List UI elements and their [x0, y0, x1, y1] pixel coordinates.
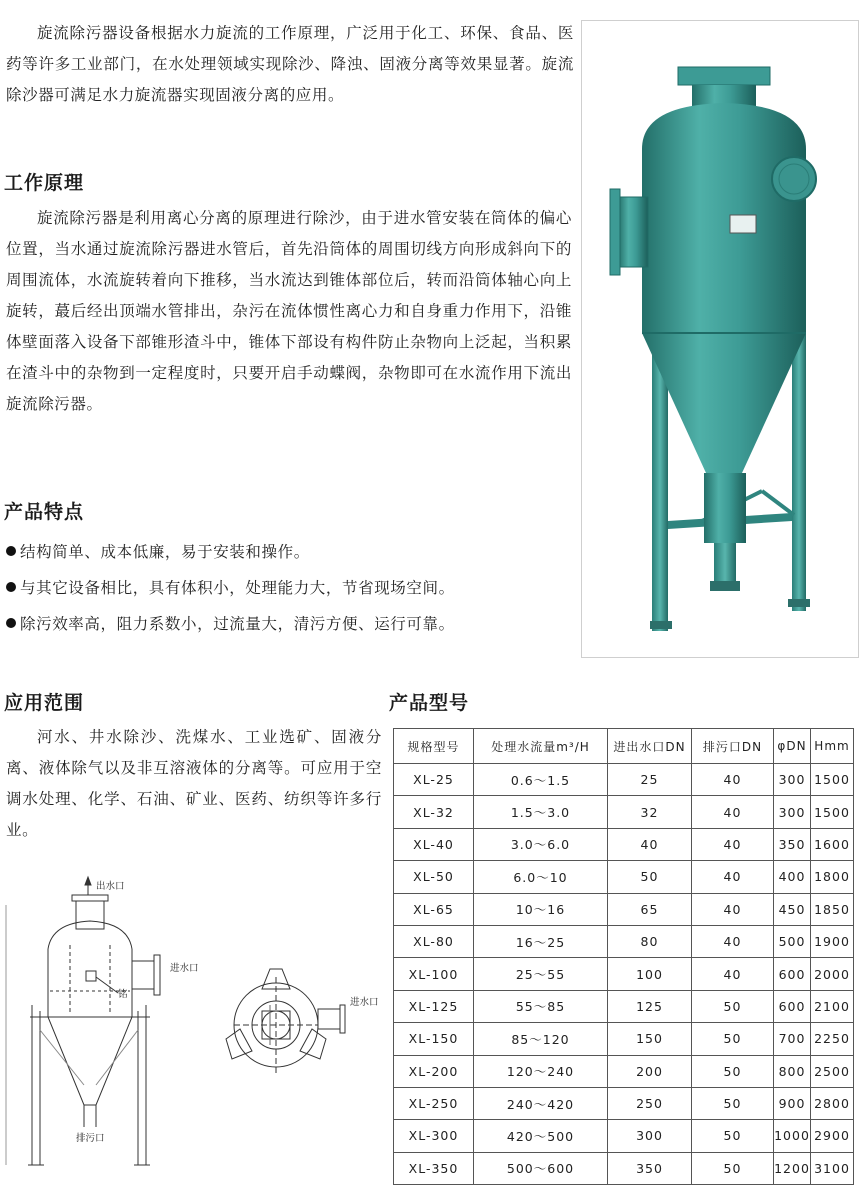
cell: 40	[692, 958, 774, 990]
application-heading: 应用范围	[4, 692, 85, 714]
cell: 700	[774, 1023, 811, 1055]
cell: 16～25	[474, 925, 608, 957]
cell: 350	[608, 1152, 692, 1184]
cell: 6.0～10	[474, 861, 608, 893]
cell: 200	[608, 1055, 692, 1087]
plan-inlet-label: 进水口	[350, 997, 379, 1008]
cell: 1500	[811, 764, 854, 796]
cell: 50	[692, 1152, 774, 1184]
cell: 40	[692, 796, 774, 828]
feature-item: 与其它设备相比，具有体积小，处理能力大，节省现场空间。	[6, 570, 586, 606]
cell: XL-100	[394, 958, 474, 990]
cell: 125	[608, 990, 692, 1022]
cell: 120～240	[474, 1055, 608, 1087]
cell: 50	[692, 1023, 774, 1055]
cell: 800	[774, 1055, 811, 1087]
cell: XL-200	[394, 1055, 474, 1087]
cell: XL-350	[394, 1152, 474, 1184]
table-row	[394, 1055, 854, 1087]
cell: 400	[774, 861, 811, 893]
cell: 32	[608, 796, 692, 828]
cell: 55～85	[474, 990, 608, 1022]
cell: 250	[608, 1087, 692, 1119]
cell: 50	[692, 990, 774, 1022]
features-heading: 产品特点	[4, 501, 85, 523]
cell: 85～120	[474, 1023, 608, 1055]
models-heading: 产品型号	[389, 692, 470, 714]
bullet-icon	[6, 618, 16, 628]
table-row	[394, 861, 854, 893]
cell: XL-40	[394, 828, 474, 860]
table-row	[394, 1087, 854, 1119]
cell: 300	[608, 1120, 692, 1152]
table-row	[394, 893, 854, 925]
table-row	[394, 796, 854, 828]
bullet-icon	[6, 582, 16, 592]
cell: 40	[692, 925, 774, 957]
cell: 1500	[811, 796, 854, 828]
cell: 50	[692, 1087, 774, 1119]
table-row	[394, 990, 854, 1022]
cell: 500	[774, 925, 811, 957]
drain-label: 排污口	[76, 1133, 105, 1144]
cell: 65	[608, 893, 692, 925]
cell: 25	[608, 764, 692, 796]
cell: 25～55	[474, 958, 608, 990]
cell: 500～600	[474, 1152, 608, 1184]
table-row	[394, 1023, 854, 1055]
cell: 50	[692, 1120, 774, 1152]
column-header: 规格型号	[394, 729, 474, 764]
product-model-table	[393, 728, 854, 1185]
table-header-row	[394, 729, 854, 764]
column-header: 排污口DN	[692, 729, 774, 764]
cell: 420～500	[474, 1120, 608, 1152]
feature-item: 结构简单、成本低廉，易于安装和操作。	[6, 534, 586, 570]
cell: 2900	[811, 1120, 854, 1152]
cell: 10～16	[474, 893, 608, 925]
cell: 1000	[774, 1120, 811, 1152]
outlet-label: 出水口	[96, 881, 125, 892]
cell: 80	[608, 925, 692, 957]
cell: XL-32	[394, 796, 474, 828]
cell: 40	[692, 828, 774, 860]
cyclone-separator-image	[582, 21, 858, 657]
cell: 1900	[811, 925, 854, 957]
cell: 900	[774, 1087, 811, 1119]
cell: 1850	[811, 893, 854, 925]
cell: 2800	[811, 1087, 854, 1119]
cell: 600	[774, 958, 811, 990]
table-row	[394, 958, 854, 990]
table-row	[394, 828, 854, 860]
cell: 0.6～1.5	[474, 764, 608, 796]
cell: 1800	[811, 861, 854, 893]
part-label: 铭	[118, 989, 128, 1000]
cell: 100	[608, 958, 692, 990]
cell: XL-80	[394, 925, 474, 957]
bullet-icon	[6, 546, 16, 556]
cell: 2000	[811, 958, 854, 990]
principle-heading: 工作原理	[4, 172, 85, 194]
product-photo	[581, 20, 859, 658]
table-row	[394, 764, 854, 796]
inlet-label: 进水口	[170, 963, 199, 974]
cell: XL-150	[394, 1023, 474, 1055]
cell: 2100	[811, 990, 854, 1022]
cell: 3100	[811, 1152, 854, 1184]
table-row	[394, 1152, 854, 1184]
cell: 1200	[774, 1152, 811, 1184]
cell: XL-50	[394, 861, 474, 893]
principle-paragraph: 旋流除污器是利用离心分离的原理进行除沙，由于进水管安装在筒体的偏心位置，当水通过旋流除污器进水管后，首先沿筒体的周围切线方向形成斜向下的周围流体，水流旋转着向下推移，当水流达到锥体部位后，转而沿筒体轴心向上旋转，蕞后经出顶端水管排出，杂污在流体惯性离心力和自身重力作用下，沿锥体壁面落入设备下部锥形渣斗中，锥体下部设有构件防止杂物向上泛起，当积累在渣斗中的杂物到一定程度时，只要开启手动蝶阀，杂物即可在水流作用下流出旋流除污器。	[6, 209, 572, 413]
cell: XL-250	[394, 1087, 474, 1119]
cell: 600	[774, 990, 811, 1022]
cell: 1.5～3.0	[474, 796, 608, 828]
cell: 1600	[811, 828, 854, 860]
cell: 2500	[811, 1055, 854, 1087]
column-header: 处理水流量m³/H	[474, 729, 608, 764]
cell: 50	[692, 1055, 774, 1087]
cell: 40	[608, 828, 692, 860]
cell: 40	[692, 893, 774, 925]
cell: 40	[692, 764, 774, 796]
cell: 450	[774, 893, 811, 925]
cell: 240～420	[474, 1087, 608, 1119]
cell: 50	[608, 861, 692, 893]
cell: XL-65	[394, 893, 474, 925]
cell: XL-125	[394, 990, 474, 1022]
cell: 40	[692, 861, 774, 893]
cell: 350	[774, 828, 811, 860]
table-row	[394, 925, 854, 957]
cell: XL-25	[394, 764, 474, 796]
application-paragraph: 河水、井水除沙、洗煤水、工业选矿、固液分离、液体除气以及非互溶液体的分离等。可应用于空调水处理、化学、石油、矿业、医药、纺织等许多行业。	[6, 728, 382, 839]
cell: XL-300	[394, 1120, 474, 1152]
column-header: φDN	[774, 729, 811, 764]
column-header: 进出水口DN	[608, 729, 692, 764]
intro-paragraph: 旋流除污器设备根据水力旋流的工作原理，广泛用于化工、环保、食品、医药等许多工业部门，在水处理领域实现除沙、降浊、固液分离等效果显著。旋流除沙器可满足水力旋流器实现固液分离的应用。	[6, 24, 574, 104]
cell: 150	[608, 1023, 692, 1055]
cell: 300	[774, 764, 811, 796]
feature-item: 除污效率高，阻力系数小，过流量大，清污方便、运行可靠。	[6, 606, 586, 642]
column-header: Hmm	[811, 729, 854, 764]
cell: 2250	[811, 1023, 854, 1055]
table-row	[394, 1120, 854, 1152]
cell: 3.0～6.0	[474, 828, 608, 860]
features-list	[6, 534, 586, 642]
technical-drawing	[0, 865, 385, 1185]
cell: 300	[774, 796, 811, 828]
